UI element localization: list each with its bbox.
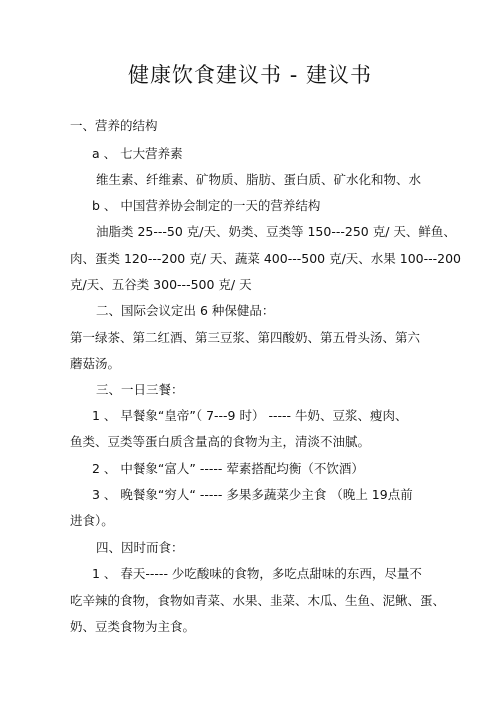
- list-item: 1 、 早餐象“皇帝”（ 7---9 时） ----- 牛奶、豆浆、瘦肉、: [92, 408, 408, 423]
- list-item: 3 、 晚餐象“穷人“ ----- 多果多蔬菜少主食 （晚上 19点前: [92, 487, 413, 502]
- subsection-heading-seven-nutrients: a 、 七大营养素: [92, 146, 183, 161]
- paragraph-line: 奶、豆类食物为主食。: [70, 619, 196, 634]
- subsection-heading-daily-structure: b 、 中国营养协会制定的一天的营养结构: [92, 198, 321, 213]
- paragraph-line: 肉、蛋类 120---200 克/ 天、蔬菜 400---500 克/天、水果 100---200: [70, 251, 462, 266]
- paragraph-line: 克/天、五谷类 300---500 克/ 天: [70, 277, 252, 292]
- section-heading-nutrition-structure: 一、营养的结构: [70, 118, 158, 133]
- section-heading-three-meals: 三、一日三餐：: [96, 382, 184, 397]
- paragraph-line: 蘑菇汤。: [70, 356, 121, 371]
- paragraph-line: 吃辛辣的食物，食物如青菜、水果、韭菜、木瓜、生鱼、泥鳅、蛋、: [70, 593, 446, 608]
- list-item: 2 、 中餐象“富人” ----- 荤素搭配均衡（不饮酒）: [92, 461, 364, 476]
- paragraph-line: 油脂类 25---50 克/天、奶类、豆类等 150---250 克/ 天、鲜鱼、: [96, 224, 456, 239]
- paragraph-line: 维生素、纤维素、矿物质、脂肪、蛋白质、矿水化和物、水: [96, 172, 422, 187]
- paragraph-line: 进食）。: [70, 513, 114, 528]
- document-title: 健康饮食建议书 - 建议书: [128, 63, 372, 87]
- paragraph-line: 第一绿茶、第二红酒、第三豆浆、第四酸奶、第五骨头汤、第六: [70, 330, 421, 345]
- section-heading-seasonal-eating: 四、因时而食：: [96, 540, 184, 555]
- section-heading-health-drinks: 二、国际会议定出 6 种保健品：: [96, 303, 275, 318]
- list-item: 1 、 春天----- 少吃酸味的食物，多吃点甜味的东西，尽量不: [92, 566, 422, 581]
- paragraph-line: 鱼类、豆类等蛋白质含量高的食物为主，清淡不油腻。: [70, 434, 371, 449]
